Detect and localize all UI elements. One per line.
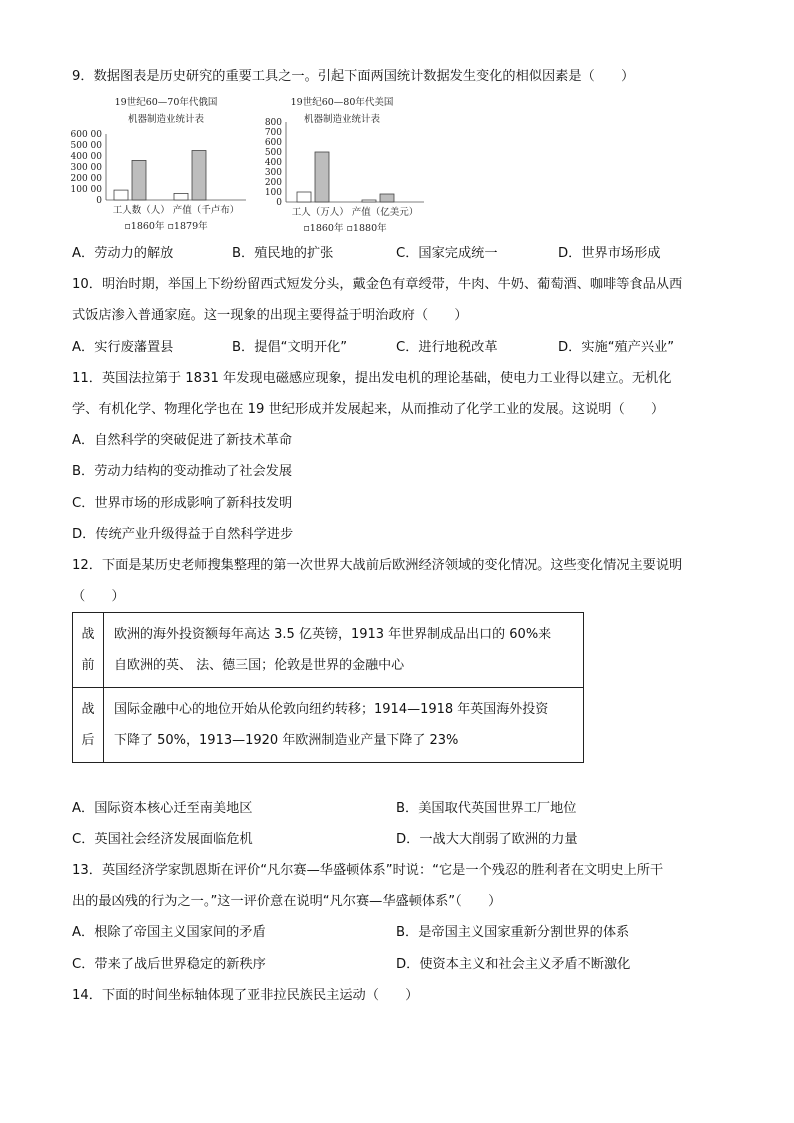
q12-stem-line1: 12．下面是某历史老师搜集整理的第一次世界大战前后欧洲经济领域的变化情况。这些变化情况主要说明 [72, 558, 683, 573]
table-row [73, 613, 584, 688]
q11-option-c[interactable]: C．世界市场的形成影响了新科技发明 [72, 496, 293, 511]
y-tick-label: 700 [264, 128, 282, 138]
x-category-labels: 工人（万人） 产值（亿美元） [291, 207, 419, 218]
q14-stem: 14．下面的时间坐标轴体现了亚非拉民族民主运动（ ） [72, 988, 419, 1003]
y-tick-label: 0 [276, 198, 282, 208]
row-header-char: 战 [81, 627, 95, 642]
bar-late [192, 151, 206, 201]
q13-option-b[interactable]: B．是帝国主义国家重新分割世界的体系 [396, 925, 630, 940]
y-tick-label: 100 00 [70, 185, 102, 195]
q13-stem-line1: 13．英国经济学家凯恩斯在评价“凡尔赛—华盛顿体系”时说：“它是一个残忍的胜利者在文明史上所干 [72, 863, 664, 878]
chart-usa [258, 94, 428, 246]
y-tick-label: 600 [264, 138, 282, 148]
x-category-labels: 工人数（人） 产值（千卢布） [112, 205, 240, 216]
row-content [104, 688, 584, 763]
q10-option-b[interactable]: B．提倡“文明开化” [232, 340, 348, 355]
y-tick-label: 200 00 [70, 174, 102, 184]
q11-stem-line2: 学、有机化学、物理化学也在 19 世纪形成并发展起来，从而推动了化学工业的发展。这说明（ ） [72, 402, 665, 417]
row-content-line: 下降了 50%，1913—1920 年欧洲制造业产量下降了 23% [114, 733, 459, 748]
y-tick-label: 500 00 [70, 141, 102, 151]
y-tick-label: 300 [264, 168, 282, 178]
bar-early [362, 200, 376, 202]
q13-option-a[interactable]: A．根除了帝国主义国家间的矛盾 [72, 925, 266, 940]
y-tick-label: 600 00 [70, 130, 102, 140]
chart-title: 19世纪60—70年代俄国 [114, 97, 218, 108]
q13-option-d[interactable]: D．使资本主义和社会主义矛盾不断激化 [396, 957, 631, 972]
row-content [104, 613, 584, 688]
chart-subtitle: 机器制造业统计表 [127, 114, 205, 125]
q9-option-b[interactable]: B．殖民地的扩张 [232, 246, 334, 261]
bar-late [380, 194, 394, 202]
q10-stem-line1: 10．明治时期，举国上下纷纷留西式短发分头，戴金色有章绶带，牛肉、牛奶、葡萄酒、咖啡等食品从西 [72, 277, 683, 292]
bar-early [174, 193, 188, 200]
q12-option-d[interactable]: D．一战大大削弱了欧洲的力量 [396, 832, 578, 847]
row-header-char: 战 [81, 702, 95, 717]
row-content-line: 欧洲的海外投资额每年高达 3.5 亿英镑，1913 年世界制成品出口的 60%来 [114, 627, 552, 642]
y-tick-label: 400 [264, 158, 282, 168]
q12-option-a[interactable]: A．国际资本核心迁至南美地区 [72, 801, 253, 816]
y-tick-label: 400 00 [70, 152, 102, 162]
q10-option-a[interactable]: A．实行废藩置县 [72, 340, 174, 355]
chart-subtitle: 机器制造业统计表 [303, 114, 381, 125]
y-tick-label: 0 [96, 196, 102, 206]
q10-option-d[interactable]: D．实施“殖产兴业” [558, 340, 675, 355]
bar-early [114, 190, 128, 200]
q10-option-c[interactable]: C．进行地税改革 [396, 340, 498, 355]
q11-stem-line1: 11．英国法拉第于 1831 年发现电磁感应现象，提出发电机的理论基础，使电力工业得以建立。无机化 [72, 371, 672, 386]
q9-option-d[interactable]: D．世界市场形成 [558, 246, 661, 261]
bar-early [297, 192, 311, 202]
row-header [73, 613, 104, 688]
q11-option-d[interactable]: D．传统产业升级得益于自然科学进步 [72, 527, 294, 542]
chart-title: 19世纪60—80年代美国 [290, 97, 394, 108]
row-header-char: 后 [81, 733, 95, 748]
q13-stem-line2: 出的最凶残的行为之一。”这一评价意在说明“凡尔赛—华盛顿体系”（ ） [72, 894, 502, 909]
y-tick-label: 200 [264, 178, 282, 188]
table-row [73, 688, 584, 763]
q12-stem-line2: （ ） [72, 589, 125, 604]
y-tick-label: 100 [264, 188, 282, 198]
q10-stem-line2: 式饭店渗入普通家庭。这一现象的出现主要得益于明治政府（ ） [72, 308, 468, 323]
y-tick-label: 300 00 [70, 163, 102, 173]
q11-option-a[interactable]: A．自然科学的突破促进了新技术革命 [72, 433, 293, 448]
q9-option-a[interactable]: A．劳动力的解放 [72, 246, 174, 261]
chart-legend: ▫1860年 ▫1879年 [124, 221, 208, 232]
q13-option-c[interactable]: C．带来了战后世界稳定的新秩序 [72, 957, 266, 972]
row-header [73, 688, 104, 763]
row-content-line: 国际金融中心的地位开始从伦敦向纽约转移；1914—1918 年英国海外投资 [114, 702, 549, 717]
row-content-line: 自欧洲的英、 法、德三国；伦敦是世界的金融中心 [114, 658, 405, 673]
q9-option-c[interactable]: C．国家完成统一 [396, 246, 498, 261]
bar-late [132, 160, 146, 200]
bar-late [315, 152, 329, 202]
chart-russia [68, 94, 248, 246]
q12-option-b[interactable]: B．美国取代英国世界工厂地位 [396, 801, 577, 816]
q11-option-b[interactable]: B．劳动力结构的变动推动了社会发展 [72, 464, 293, 479]
q12-option-c[interactable]: C．英国社会经济发展面临危机 [72, 832, 253, 847]
y-tick-label: 500 [264, 148, 282, 158]
row-header-char: 前 [81, 658, 95, 673]
q12-comparison-table [72, 612, 584, 763]
y-tick-label: 800 [264, 118, 282, 128]
q9-stem: 9．数据图表是历史研究的重要工具之一。引起下面两国统计数据发生变化的相似因素是（ ） [72, 69, 635, 84]
chart-legend: ▫1860年 ▫1880年 [303, 223, 387, 234]
